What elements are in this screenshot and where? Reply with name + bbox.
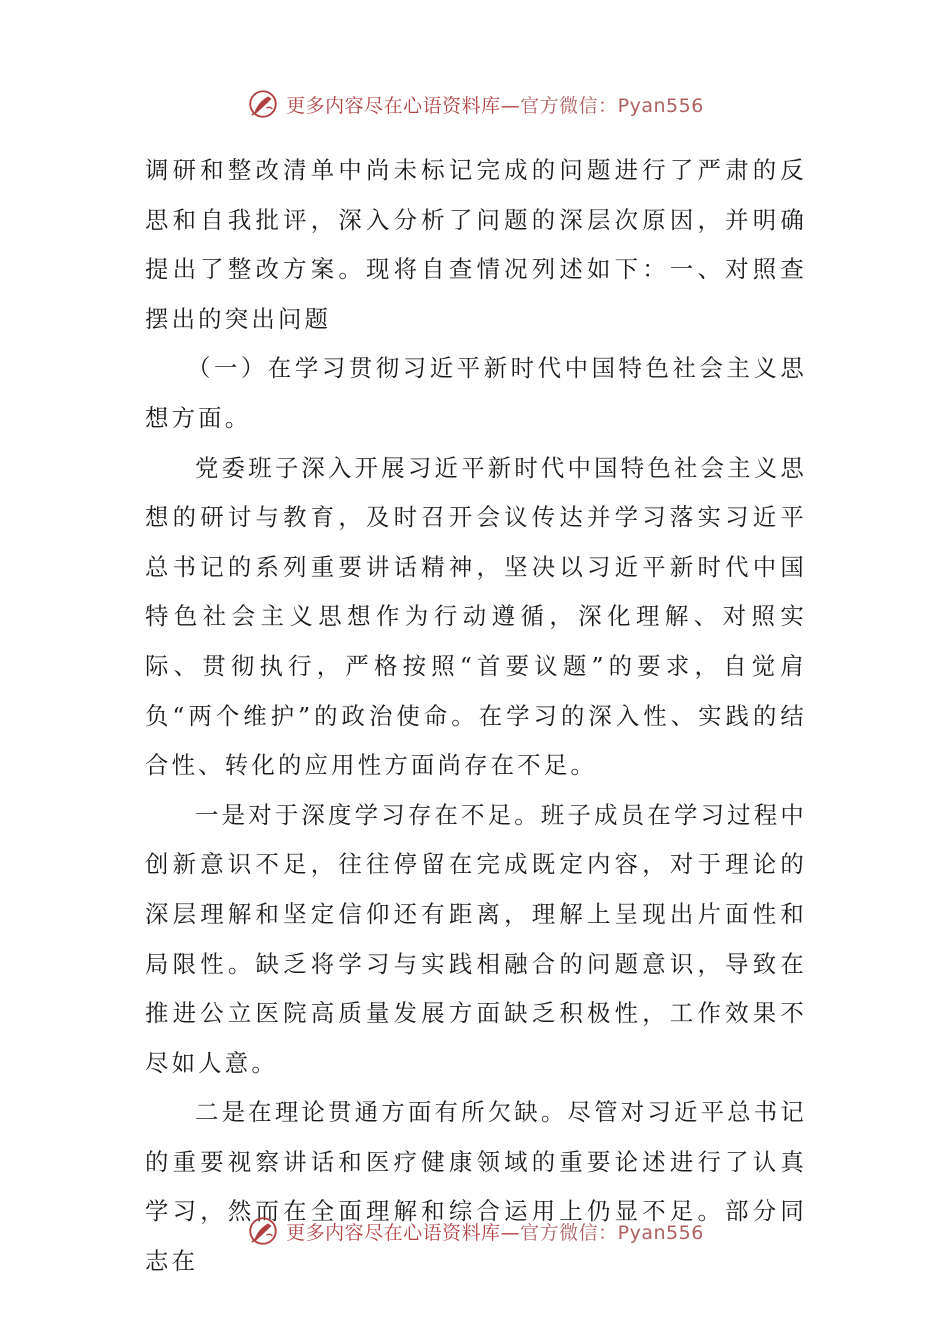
header-wechat-text: 官方微信：Pyan556 [520, 94, 704, 117]
footer-banner-text [286, 1218, 704, 1245]
document-body [145, 146, 807, 1287]
paragraph-party-committee: 党委班子深入开展习近平新时代中国特色社会主义思想的研讨与教育，及时召开会议传达并学习落实习近平总书记的系列重要讲话精神，坚决以习近平新时代中国特色社会主义思想作为行动遵循，深化理解、对照实际、贯彻执行，严格按照“首要议题”的要求，自觉肩负“两个维护”的政治使命。在学习的深入性、实践的结合性、转化的应用性方面尚存在不足。 [145, 453, 807, 780]
header-banner-text [286, 91, 704, 118]
header-site-text: 更多内容尽在心语资料库— [286, 94, 521, 117]
paragraph-section-heading: （一）在学习贯彻习近平新时代中国特色社会主义思想方面。 [145, 354, 807, 432]
footer-wechat-text: 官方微信：Pyan556 [520, 1221, 704, 1244]
footer-banner [0, 1211, 950, 1251]
paragraph-point-one: 一是对于深度学习存在不足。班子成员在学习过程中创新意识不足，往往停留在完成既定内容，对于理论的深层理解和坚定信仰还有距离，理解上呈现出片面性和局限性。缺乏将学习与实践相融合的问题意识，导致在推进公立医院高质量发展方面缺乏积极性，工作效果不尽如人意。 [145, 800, 807, 1077]
header-banner [0, 84, 950, 124]
paragraph-intro: 调研和整改清单中尚未标记完成的问题进行了严肃的反思和自我批评，深入分析了问题的深层次原因，并明确提出了整改方案。现将自查情况列述如下：一、对照查摆出的突出问题 [145, 156, 807, 333]
pen-logo-icon [246, 87, 280, 121]
pen-logo-icon [246, 1214, 280, 1248]
footer-site-text: 更多内容尽在心语资料库— [286, 1221, 521, 1244]
paragraph-point-two: 二是在理论贯通方面有所欠缺。尽管对习近平总书记的重要视察讲话和医疗健康领域的重要论述进行了认真学习，然而在全面理解和综合运用上仍显不足。部分同志在 [145, 1098, 807, 1276]
